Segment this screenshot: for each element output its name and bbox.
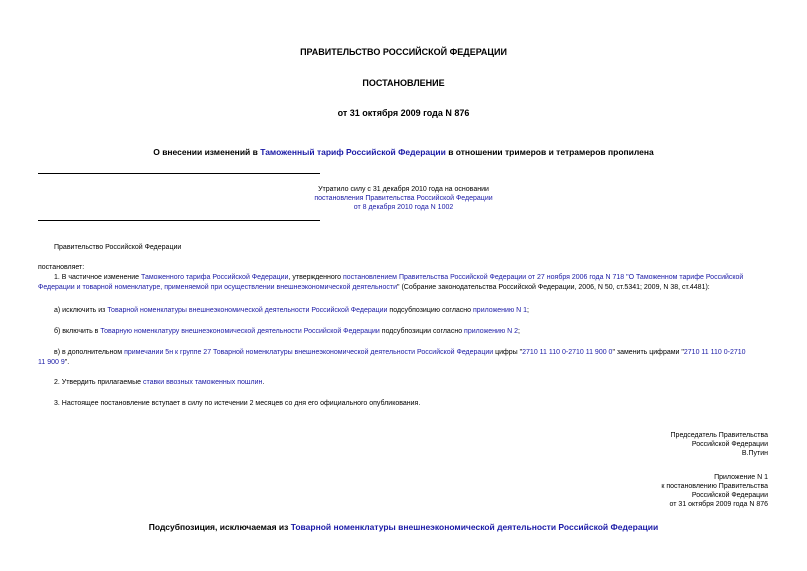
- pa-link-appendix-1[interactable]: приложению N 1: [473, 307, 528, 314]
- title-text-after: в отношении тримеров и тетрамеров пропилена: [445, 147, 654, 157]
- pc-text-c: " заменить цифрами ": [612, 349, 684, 356]
- doc-title: [0, 147, 807, 157]
- p2-text-b: .: [262, 379, 265, 386]
- repeal-note-text: Утратило силу с 31 декабря 2010 года на основании: [318, 186, 489, 193]
- divider-bottom: [38, 220, 320, 221]
- pa-text-b: подсубпозицию согласно: [387, 307, 474, 314]
- paragraph-1: [38, 273, 773, 293]
- pc-text-b: цифры ": [493, 349, 523, 356]
- pb-text-a: б) включить в: [54, 328, 101, 335]
- divider-top: [38, 173, 320, 174]
- pb-link-appendix-2[interactable]: приложению N 2: [464, 328, 519, 335]
- pa-text-a: а) исключить из: [54, 307, 108, 314]
- appendix-title-link[interactable]: Товарной номенклатуры внешнеэкономической деятельности Российской Федерации: [290, 522, 659, 532]
- title-text-before: О внесении изменений в: [153, 147, 261, 157]
- pc-link-new-codes[interactable]: 2710 11 110 0-2710: [683, 349, 746, 356]
- pb-text-c: ;: [518, 328, 520, 335]
- repeal-note: [250, 185, 557, 212]
- appendix-date: от 31 октября 2009 года N 876: [669, 501, 768, 508]
- pc-link-old-codes[interactable]: 2710 11 110 0-2710 11 900 0: [522, 349, 613, 356]
- doc-type: ПОСТАНОВЛЕНИЕ: [362, 78, 445, 88]
- repeal-note-link[interactable]: постановления Правительства Российской Федерации: [314, 195, 493, 202]
- pb-link-nomenclature[interactable]: Товарную номенклатуру внешнеэкономической деятельности Российской Федерации: [100, 328, 380, 335]
- pc-link-note-5n[interactable]: примечании 5н к группе 27 Товарной номенклатуры внешнеэкономической деятельности Российской Федерации: [124, 349, 494, 356]
- appendix-country: Российской Федерации: [691, 492, 768, 499]
- paragraph-b: [54, 327, 520, 337]
- signature-title: Председатель Правительства: [670, 432, 768, 439]
- appendix-ref: к постановлению Правительства: [661, 483, 768, 490]
- pb-text-b: подсубпозиции согласно: [379, 328, 465, 335]
- repeal-note-link-date[interactable]: от 8 декабря 2010 года N 1002: [353, 204, 454, 211]
- signature-name: В.Путин: [741, 450, 768, 457]
- pa-link-nomenclature[interactable]: Товарной номенклатуры внешнеэкономической деятельности Российской Федерации: [107, 307, 388, 314]
- p2-link-duty-rates[interactable]: ставки ввозных таможенных пошлин: [142, 379, 263, 386]
- pc-text-d: ".: [64, 359, 70, 366]
- pc-text-a: в) в дополнительном: [54, 349, 125, 356]
- body-intro: Правительство Российской Федерации: [54, 244, 182, 251]
- appendix-title-text: Подсубпозиция, исключаемая из: [148, 522, 291, 532]
- p1-text-a: 1. В частичное изменение: [54, 274, 141, 281]
- body-decides: постановляет:: [38, 264, 85, 271]
- p1-text-c: " (Собрание законодательства Российской Федерации, 2006, N 50, ст.5341; 2009, N 38, ст.4481):: [397, 284, 710, 291]
- paragraph-2: [54, 378, 264, 388]
- paragraph-3: 3. Настоящее постановление вступает в силу по истечении 2 месяцев со дня его официального опубликования.: [54, 400, 421, 407]
- pc-link-new-codes-cont[interactable]: 11 900 9: [38, 359, 65, 366]
- appendix-title: [0, 522, 807, 532]
- p1-link-tariff[interactable]: Таможенного тарифа Российской Федерации: [141, 274, 289, 281]
- appendix-number: Приложение N 1: [714, 474, 768, 481]
- org-name: ПРАВИТЕЛЬСТВО РОССИЙСКОЙ ФЕДЕРАЦИИ: [300, 47, 507, 57]
- pa-text-c: ;: [527, 307, 529, 314]
- doc-date: от 31 октября 2009 года N 876: [337, 108, 470, 118]
- p1-text-b: , утвержденного: [288, 274, 344, 281]
- p1-link-resolution-718[interactable]: постановлением Правительства Российской Федерации от 27 ноября 2006 года N 718 "О Таможенном тарифе Российской: [343, 274, 744, 281]
- p1-link-resolution-718-cont[interactable]: Федерации и товарной номенклатуре, применяемой при осуществлении внешнеэкономической деятельности: [38, 284, 398, 291]
- paragraph-c: [38, 348, 773, 368]
- signature-country: Российской Федерации: [691, 441, 768, 448]
- paragraph-a: [54, 306, 529, 316]
- signature-block: [560, 431, 768, 458]
- p2-text-a: 2. Утвердить прилагаемые: [54, 379, 143, 386]
- title-link-customs-tariff[interactable]: Таможенный тариф Российской Федерации: [260, 147, 446, 157]
- appendix-block: [560, 473, 768, 509]
